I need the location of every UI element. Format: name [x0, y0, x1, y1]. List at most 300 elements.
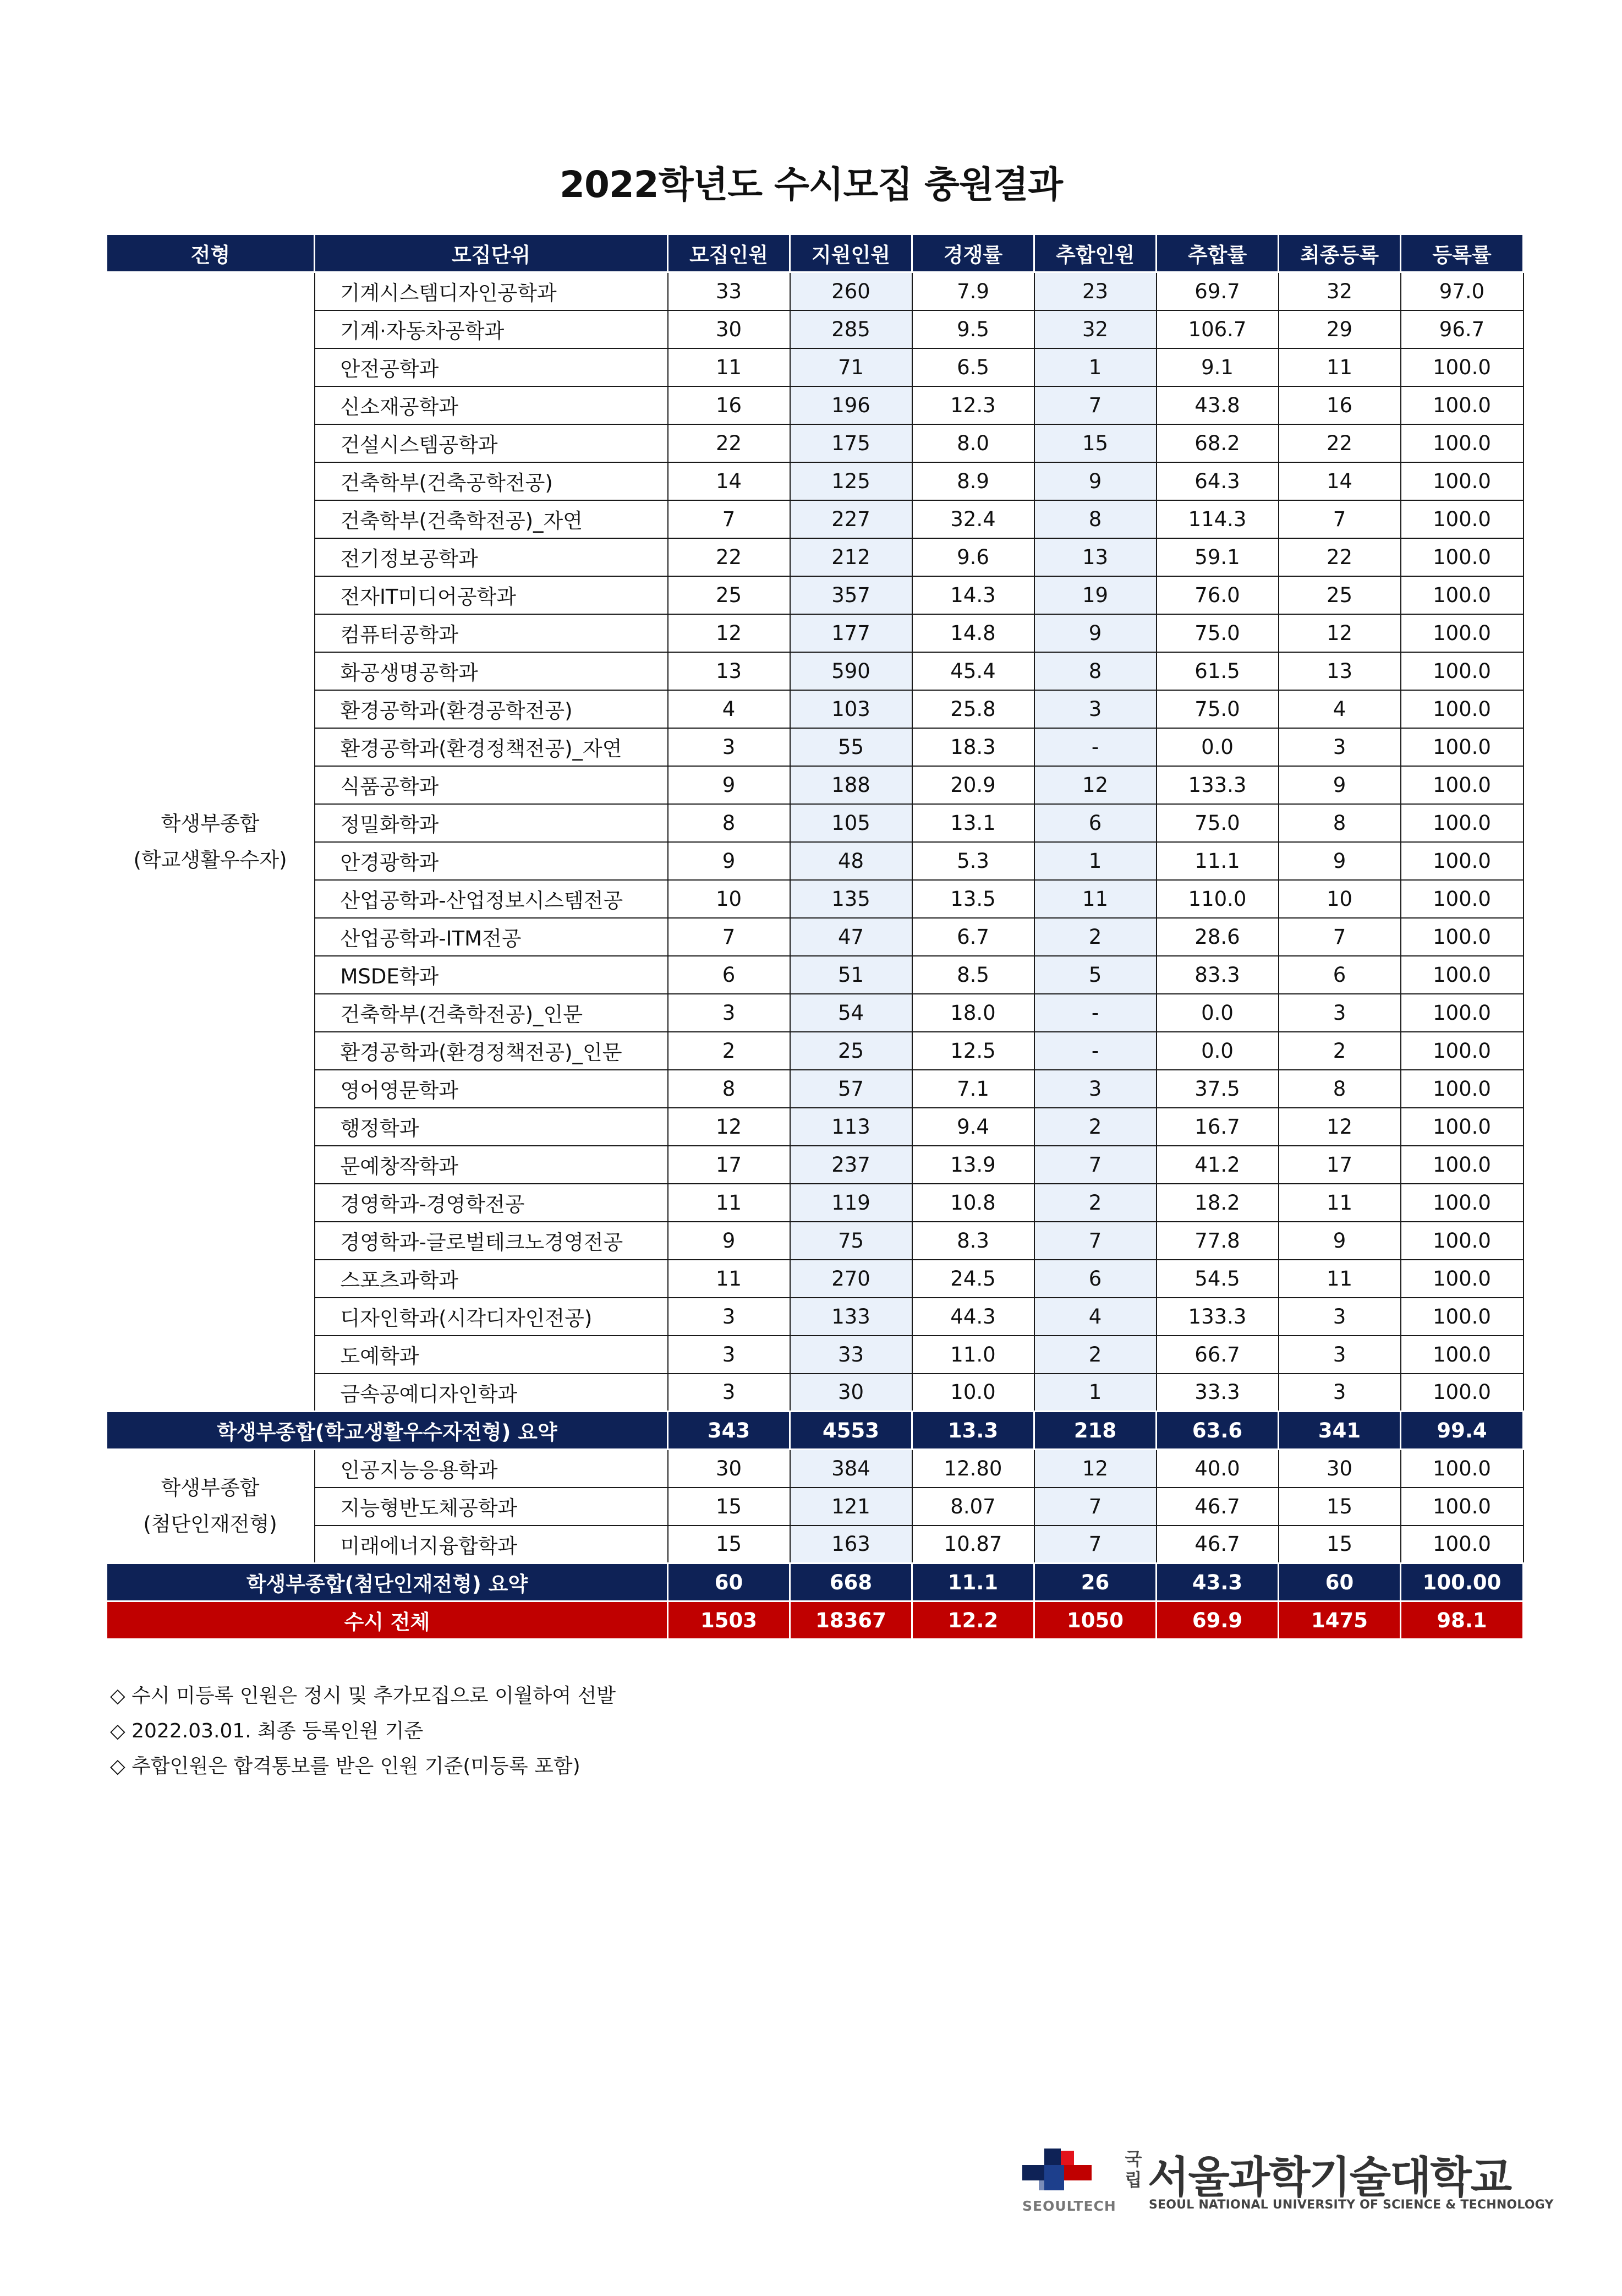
competition-cell: 7.9 — [912, 272, 1034, 310]
applicants-cell: 188 — [790, 766, 912, 804]
final-registered-cell: 4 — [1279, 690, 1401, 728]
final-registered-cell: 11 — [1279, 1184, 1401, 1222]
applicants-cell: 270 — [790, 1260, 912, 1298]
quota-cell: 9 — [668, 1222, 790, 1260]
table-row — [107, 424, 1524, 462]
table-row — [107, 272, 1524, 310]
quota-cell: 7 — [668, 500, 790, 538]
additional-rate-cell: 0.0 — [1157, 994, 1279, 1032]
additional-cell: 6 — [1034, 1260, 1157, 1298]
final-registered-cell: 11 — [1279, 1260, 1401, 1298]
applicants-cell: 237 — [790, 1146, 912, 1184]
competition-cell: 18.3 — [912, 728, 1034, 766]
final-registered-cell: 10 — [1279, 880, 1401, 918]
unit-name: 영어영문학과 — [315, 1070, 668, 1108]
final-registered-cell: 15 — [1279, 1526, 1401, 1564]
table-row — [107, 538, 1524, 576]
competition-cell: 32.4 — [912, 500, 1034, 538]
registration-rate-cell: 100.0 — [1401, 1184, 1524, 1222]
quota-cell: 13 — [668, 652, 790, 690]
final-registered-cell: 7 — [1279, 918, 1401, 956]
quota-cell: 3 — [668, 728, 790, 766]
applicants-cell: 71 — [790, 348, 912, 386]
quota-cell: 33 — [668, 272, 790, 310]
registration-rate-cell: 100.0 — [1401, 1374, 1524, 1412]
table-row — [107, 614, 1524, 652]
applicants-cell: 25 — [790, 1032, 912, 1070]
competition-cell: 25.8 — [912, 690, 1034, 728]
final-registered-cell: 7 — [1279, 500, 1401, 538]
competition-cell: 14.3 — [912, 576, 1034, 614]
competition-cell: 6.5 — [912, 348, 1034, 386]
unit-name: 환경공학과(환경공학전공) — [315, 690, 668, 728]
additional-rate-cell: 75.0 — [1157, 614, 1279, 652]
competition-cell: 8.0 — [912, 424, 1034, 462]
applicants-cell: 57 — [790, 1070, 912, 1108]
registration-rate-cell: 96.7 — [1401, 310, 1524, 348]
registration-rate-cell: 100.0 — [1401, 424, 1524, 462]
footnote: ◇ 추합인원은 합격통보를 받은 인원 기준(미등록 포함) — [110, 1755, 580, 1778]
unit-name: 경영학과-글로벌테크노경영전공 — [315, 1222, 668, 1260]
group1-summary-row-label: 학생부종합(학교생활우수자전형) 요약 — [107, 1412, 668, 1450]
applicants-cell: 75 — [790, 1222, 912, 1260]
final-registered-cell: 25 — [1279, 576, 1401, 614]
table-row — [107, 1222, 1524, 1260]
unit-name: 건축학부(건축학전공)_자연 — [315, 500, 668, 538]
final-registered-cell: 9 — [1279, 766, 1401, 804]
additional-rate-cell: 0.0 — [1157, 728, 1279, 766]
table-row — [107, 500, 1524, 538]
quota-cell: 8 — [668, 1070, 790, 1108]
quota-cell: 15 — [668, 1488, 790, 1526]
table-row — [107, 956, 1524, 994]
competition-cell: 10.0 — [912, 1374, 1034, 1412]
table-row — [107, 1336, 1524, 1374]
competition-cell: 6.7 — [912, 918, 1034, 956]
additional-cell: 9 — [1034, 614, 1157, 652]
additional-rate-cell: 64.3 — [1157, 462, 1279, 500]
registration-rate-cell: 100.0 — [1401, 804, 1524, 842]
quota-cell: 17 — [668, 1146, 790, 1184]
unit-name: MSDE학과 — [315, 956, 668, 994]
applicants-cell: 196 — [790, 386, 912, 424]
unit-name: 컴퓨터공학과 — [315, 614, 668, 652]
table-row — [107, 1032, 1524, 1070]
final-registered-cell: 9 — [1279, 1222, 1401, 1260]
final-registered-cell: 1475 — [1279, 1601, 1401, 1639]
additional-cell: 12 — [1034, 1450, 1157, 1488]
additional-rate-cell: 133.3 — [1157, 1298, 1279, 1336]
additional-cell: 15 — [1034, 424, 1157, 462]
competition-cell: 13.9 — [912, 1146, 1034, 1184]
additional-cell: 5 — [1034, 956, 1157, 994]
competition-cell: 10.8 — [912, 1184, 1034, 1222]
additional-rate-cell: 106.7 — [1157, 310, 1279, 348]
registration-rate-cell: 100.0 — [1401, 1488, 1524, 1526]
additional-cell: 1 — [1034, 842, 1157, 880]
competition-cell: 7.1 — [912, 1070, 1034, 1108]
category-cell — [107, 1450, 315, 1564]
competition-cell: 12.5 — [912, 1032, 1034, 1070]
competition-cell: 12.3 — [912, 386, 1034, 424]
competition-cell: 8.3 — [912, 1222, 1034, 1260]
additional-cell: 1 — [1034, 1374, 1157, 1412]
final-registered-cell: 8 — [1279, 804, 1401, 842]
applicants-cell: 177 — [790, 614, 912, 652]
unit-name: 기계시스템디자인공학과 — [315, 272, 668, 310]
applicants-cell: 133 — [790, 1298, 912, 1336]
competition-cell: 44.3 — [912, 1298, 1034, 1336]
quota-cell: 16 — [668, 386, 790, 424]
additional-cell: 2 — [1034, 918, 1157, 956]
additional-cell: 3 — [1034, 690, 1157, 728]
applicants-cell: 18367 — [790, 1601, 912, 1639]
applicants-cell: 119 — [790, 1184, 912, 1222]
logo-brand: SEOULTECH — [1022, 2198, 1116, 2214]
registration-rate-cell: 100.0 — [1401, 1298, 1524, 1336]
unit-name: 안경광학과 — [315, 842, 668, 880]
additional-rate-cell: 9.1 — [1157, 348, 1279, 386]
unit-name: 전자IT미디어공학과 — [315, 576, 668, 614]
group2-summary-row — [107, 1564, 1524, 1601]
final-registered-cell: 12 — [1279, 1108, 1401, 1146]
registration-rate-cell: 99.4 — [1401, 1412, 1524, 1450]
unit-name: 산업공학과-ITM전공 — [315, 918, 668, 956]
quota-cell: 8 — [668, 804, 790, 842]
table-row — [107, 804, 1524, 842]
applicants-cell: 285 — [790, 310, 912, 348]
competition-cell: 11.0 — [912, 1336, 1034, 1374]
additional-rate-cell: 114.3 — [1157, 500, 1279, 538]
unit-name: 미래에너지융합학과 — [315, 1526, 668, 1564]
registration-rate-cell: 100.0 — [1401, 538, 1524, 576]
additional-cell: 4 — [1034, 1298, 1157, 1336]
registration-rate-cell: 100.0 — [1401, 1108, 1524, 1146]
table-row — [107, 462, 1524, 500]
table-row — [107, 728, 1524, 766]
additional-cell: 1 — [1034, 348, 1157, 386]
quota-cell: 22 — [668, 424, 790, 462]
logo-prefix: 국립 — [1125, 2149, 1142, 2190]
additional-rate-cell: 76.0 — [1157, 576, 1279, 614]
table-row — [107, 1450, 1524, 1488]
group1-summary-row — [107, 1412, 1524, 1450]
additional-cell: 7 — [1034, 1526, 1157, 1564]
additional-rate-cell: 59.1 — [1157, 538, 1279, 576]
applicants-cell: 668 — [790, 1564, 912, 1601]
registration-rate-cell: 100.0 — [1401, 956, 1524, 994]
final-registered-cell: 2 — [1279, 1032, 1401, 1070]
unit-name: 화공생명공학과 — [315, 652, 668, 690]
table-row — [107, 1298, 1524, 1336]
additional-rate-cell: 69.7 — [1157, 272, 1279, 310]
quota-cell: 25 — [668, 576, 790, 614]
registration-rate-cell: 100.00 — [1401, 1564, 1524, 1601]
registration-rate-cell: 100.0 — [1401, 690, 1524, 728]
footnote: ◇ 수시 미등록 인원은 정시 및 추가모집으로 이월하여 선발 — [110, 1685, 616, 1707]
additional-cell: 23 — [1034, 272, 1157, 310]
registration-rate-cell: 100.0 — [1401, 1070, 1524, 1108]
additional-cell: 19 — [1034, 576, 1157, 614]
header-registration-rate: 등록률 — [1401, 234, 1524, 272]
table-row — [107, 918, 1524, 956]
additional-cell: 1050 — [1034, 1601, 1157, 1639]
additional-rate-cell: 28.6 — [1157, 918, 1279, 956]
additional-cell: 2 — [1034, 1108, 1157, 1146]
applicants-cell: 590 — [790, 652, 912, 690]
final-registered-cell: 8 — [1279, 1070, 1401, 1108]
competition-cell: 9.4 — [912, 1108, 1034, 1146]
table-row — [107, 1374, 1524, 1412]
applicants-cell: 54 — [790, 994, 912, 1032]
logo-subtitle: SEOUL NATIONAL UNIVERSITY OF SCIENCE & TECHNOLOGY — [1149, 2198, 1554, 2212]
additional-rate-cell: 33.3 — [1157, 1374, 1279, 1412]
final-registered-cell: 11 — [1279, 348, 1401, 386]
registration-rate-cell: 100.0 — [1401, 1222, 1524, 1260]
category-label: 학생부종합 — [161, 1476, 260, 1500]
unit-name: 지능형반도체공학과 — [315, 1488, 668, 1526]
table-row — [107, 842, 1524, 880]
registration-rate-cell: 100.0 — [1401, 994, 1524, 1032]
final-registered-cell: 60 — [1279, 1564, 1401, 1601]
header-final-registered: 최종등록 — [1279, 234, 1401, 272]
table-row — [107, 766, 1524, 804]
additional-cell: 7 — [1034, 1146, 1157, 1184]
final-registered-cell: 30 — [1279, 1450, 1401, 1488]
quota-cell: 12 — [668, 614, 790, 652]
quota-cell: 9 — [668, 766, 790, 804]
quota-cell: 4 — [668, 690, 790, 728]
applicants-cell: 357 — [790, 576, 912, 614]
additional-cell: - — [1034, 994, 1157, 1032]
final-registered-cell: 12 — [1279, 614, 1401, 652]
competition-cell: 18.0 — [912, 994, 1034, 1032]
table-row — [107, 652, 1524, 690]
competition-cell: 12.80 — [912, 1450, 1034, 1488]
additional-cell: 218 — [1034, 1412, 1157, 1450]
additional-cell: 7 — [1034, 1488, 1157, 1526]
category-sublabel: (학교생활우수자) — [133, 848, 287, 872]
quota-cell: 15 — [668, 1526, 790, 1564]
table-row — [107, 1146, 1524, 1184]
applicants-cell: 33 — [790, 1336, 912, 1374]
table-row — [107, 1108, 1524, 1146]
category-sublabel: (첨단인재전형) — [143, 1512, 277, 1536]
additional-rate-cell: 68.2 — [1157, 424, 1279, 462]
competition-cell: 8.07 — [912, 1488, 1034, 1526]
competition-cell: 8.9 — [912, 462, 1034, 500]
registration-rate-cell: 97.0 — [1401, 272, 1524, 310]
registration-rate-cell: 100.0 — [1401, 386, 1524, 424]
competition-cell: 8.5 — [912, 956, 1034, 994]
additional-rate-cell: 16.7 — [1157, 1108, 1279, 1146]
additional-rate-cell: 75.0 — [1157, 690, 1279, 728]
registration-rate-cell: 100.0 — [1401, 1450, 1524, 1488]
applicants-cell: 55 — [790, 728, 912, 766]
applicants-cell: 384 — [790, 1450, 912, 1488]
registration-rate-cell: 98.1 — [1401, 1601, 1524, 1639]
registration-rate-cell: 100.0 — [1401, 652, 1524, 690]
additional-rate-cell: 133.3 — [1157, 766, 1279, 804]
additional-cell: 13 — [1034, 538, 1157, 576]
unit-name: 기계·자동차공학과 — [315, 310, 668, 348]
additional-cell: 11 — [1034, 880, 1157, 918]
quota-cell: 30 — [668, 310, 790, 348]
header-applicants: 지원인원 — [790, 234, 912, 272]
registration-rate-cell: 100.0 — [1401, 500, 1524, 538]
competition-cell: 13.5 — [912, 880, 1034, 918]
quota-cell: 6 — [668, 956, 790, 994]
unit-name: 환경공학과(환경정책전공)_인문 — [315, 1032, 668, 1070]
additional-rate-cell: 66.7 — [1157, 1336, 1279, 1374]
table-row — [107, 386, 1524, 424]
final-registered-cell: 3 — [1279, 1298, 1401, 1336]
quota-cell: 3 — [668, 994, 790, 1032]
registration-rate-cell: 100.0 — [1401, 462, 1524, 500]
header-competition: 경쟁률 — [912, 234, 1034, 272]
table-row — [107, 1184, 1524, 1222]
registration-rate-cell: 100.0 — [1401, 1032, 1524, 1070]
quota-cell: 2 — [668, 1032, 790, 1070]
table-row — [107, 1070, 1524, 1108]
applicants-cell: 47 — [790, 918, 912, 956]
table-row — [107, 994, 1524, 1032]
unit-name: 식품공학과 — [315, 766, 668, 804]
footnote: ◇ 2022.03.01. 최종 등록인원 기준 — [110, 1720, 424, 1742]
competition-cell: 12.2 — [912, 1601, 1034, 1639]
final-registered-cell: 16 — [1279, 386, 1401, 424]
competition-cell: 13.1 — [912, 804, 1034, 842]
header-quota: 모집인원 — [668, 234, 790, 272]
quota-cell: 11 — [668, 348, 790, 386]
competition-cell: 5.3 — [912, 842, 1034, 880]
category-label: 학생부종합 — [161, 811, 260, 835]
quota-cell: 7 — [668, 918, 790, 956]
quota-cell: 12 — [668, 1108, 790, 1146]
grand-total-row-label: 수시 전체 — [107, 1601, 668, 1639]
quota-cell: 9 — [668, 842, 790, 880]
footnotes — [110, 1679, 616, 1784]
additional-rate-cell: 37.5 — [1157, 1070, 1279, 1108]
final-registered-cell: 3 — [1279, 994, 1401, 1032]
additional-cell: 6 — [1034, 804, 1157, 842]
additional-rate-cell: 75.0 — [1157, 804, 1279, 842]
applicants-cell: 48 — [790, 842, 912, 880]
registration-rate-cell: 100.0 — [1401, 1260, 1524, 1298]
unit-name: 산업공학과-산업정보시스템전공 — [315, 880, 668, 918]
additional-cell: 32 — [1034, 310, 1157, 348]
additional-cell: 12 — [1034, 766, 1157, 804]
quota-cell: 30 — [668, 1450, 790, 1488]
additional-cell: 3 — [1034, 1070, 1157, 1108]
category-cell — [107, 272, 315, 1412]
quota-cell: 3 — [668, 1298, 790, 1336]
unit-name: 경영학과-경영학전공 — [315, 1184, 668, 1222]
additional-cell: 2 — [1034, 1184, 1157, 1222]
additional-cell: 26 — [1034, 1564, 1157, 1601]
unit-name: 건설시스템공학과 — [315, 424, 668, 462]
final-registered-cell: 22 — [1279, 538, 1401, 576]
additional-rate-cell: 46.7 — [1157, 1488, 1279, 1526]
applicants-cell: 103 — [790, 690, 912, 728]
applicants-cell: 135 — [790, 880, 912, 918]
additional-rate-cell: 83.3 — [1157, 956, 1279, 994]
unit-name: 도예학과 — [315, 1336, 668, 1374]
final-registered-cell: 13 — [1279, 652, 1401, 690]
unit-name: 안전공학과 — [315, 348, 668, 386]
competition-cell: 20.9 — [912, 766, 1034, 804]
competition-cell: 10.87 — [912, 1526, 1034, 1564]
results-table — [106, 233, 1524, 1640]
competition-cell: 9.5 — [912, 310, 1034, 348]
competition-cell: 45.4 — [912, 652, 1034, 690]
registration-rate-cell: 100.0 — [1401, 880, 1524, 918]
unit-name: 환경공학과(환경정책전공)_자연 — [315, 728, 668, 766]
applicants-cell: 51 — [790, 956, 912, 994]
additional-cell: 8 — [1034, 652, 1157, 690]
additional-rate-cell: 11.1 — [1157, 842, 1279, 880]
additional-cell: 9 — [1034, 462, 1157, 500]
final-registered-cell: 14 — [1279, 462, 1401, 500]
unit-name: 디자인학과(시각디자인전공) — [315, 1298, 668, 1336]
registration-rate-cell: 100.0 — [1401, 576, 1524, 614]
table-row — [107, 1488, 1524, 1526]
university-logo — [1022, 2149, 1561, 2215]
quota-cell: 22 — [668, 538, 790, 576]
table-row — [107, 348, 1524, 386]
additional-rate-cell: 43.3 — [1157, 1564, 1279, 1601]
applicants-cell: 212 — [790, 538, 912, 576]
final-registered-cell: 3 — [1279, 728, 1401, 766]
unit-name: 전기정보공학과 — [315, 538, 668, 576]
unit-name: 신소재공학과 — [315, 386, 668, 424]
registration-rate-cell: 100.0 — [1401, 918, 1524, 956]
registration-rate-cell: 100.0 — [1401, 614, 1524, 652]
applicants-cell: 163 — [790, 1526, 912, 1564]
final-registered-cell: 32 — [1279, 272, 1401, 310]
applicants-cell: 4553 — [790, 1412, 912, 1450]
registration-rate-cell: 100.0 — [1401, 728, 1524, 766]
additional-rate-cell: 40.0 — [1157, 1450, 1279, 1488]
final-registered-cell: 15 — [1279, 1488, 1401, 1526]
header-additional-rate: 추합률 — [1157, 234, 1279, 272]
additional-rate-cell: 43.8 — [1157, 386, 1279, 424]
applicants-cell: 125 — [790, 462, 912, 500]
additional-cell: 7 — [1034, 386, 1157, 424]
additional-cell: 7 — [1034, 1222, 1157, 1260]
quota-cell: 3 — [668, 1374, 790, 1412]
grand-total-row — [107, 1601, 1524, 1639]
table-row — [107, 1260, 1524, 1298]
additional-cell: - — [1034, 1032, 1157, 1070]
additional-rate-cell: 54.5 — [1157, 1260, 1279, 1298]
additional-rate-cell: 41.2 — [1157, 1146, 1279, 1184]
header-category: 전형 — [107, 234, 315, 272]
applicants-cell: 105 — [790, 804, 912, 842]
applicants-cell: 175 — [790, 424, 912, 462]
additional-cell: - — [1034, 728, 1157, 766]
additional-rate-cell: 69.9 — [1157, 1601, 1279, 1639]
additional-rate-cell: 0.0 — [1157, 1032, 1279, 1070]
applicants-cell: 30 — [790, 1374, 912, 1412]
table-row — [107, 690, 1524, 728]
final-registered-cell: 6 — [1279, 956, 1401, 994]
table-row — [107, 880, 1524, 918]
final-registered-cell: 17 — [1279, 1146, 1401, 1184]
unit-name: 행정학과 — [315, 1108, 668, 1146]
quota-cell: 3 — [668, 1336, 790, 1374]
final-registered-cell: 3 — [1279, 1336, 1401, 1374]
